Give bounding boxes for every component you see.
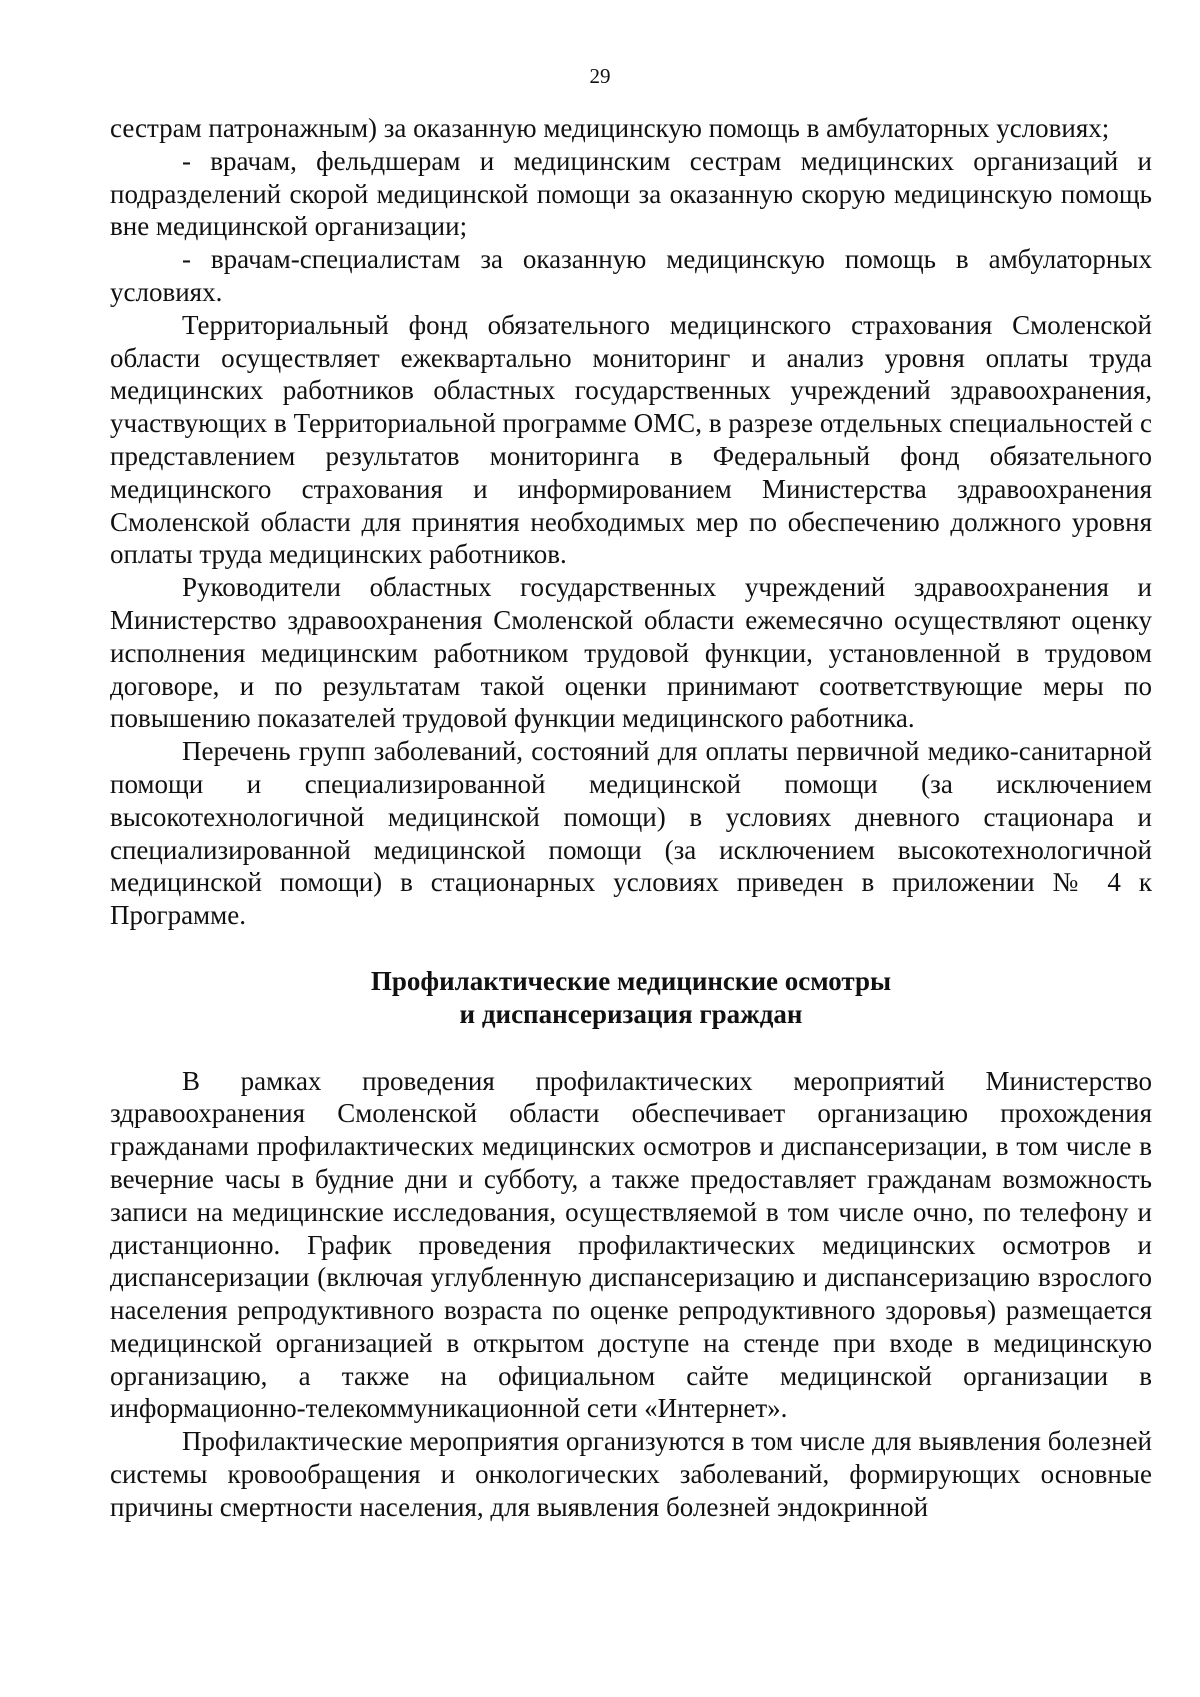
paragraph-disease-groups: Перечень групп заболеваний, состояний для оплаты первичной медико-санитарной помощи и специализированной медицинской помощи (за исключением высокотехнологичной медицинской помощи) в условиях дневного стационара и специализированной медицинской помощи (за исключением высокотехнологичной медицинской помощи) в стационарных условиях приведен в приложении № 4 к Программе.	[110, 736, 1152, 931]
section-heading-line-1: Профилактические медицинские осмотры	[370, 965, 892, 996]
page-number: 29	[589, 64, 611, 88]
paragraph-evaluation: Руководители областных государственных учреждений здравоохранения и Министерство здравоохранения Смоленской области ежемесячно осуществляют оценку исполнения медицинским работником трудовой функции, установленной в трудовом договоре, и по результатам такой оценки принимают соответствующие меры по повышению показателей трудовой функции медицинского работника.	[110, 572, 1152, 734]
paragraph-continuation: сестрам патронажным) за оказанную медицинскую помощь в амбулаторных условиях;	[110, 113, 1110, 143]
list-item-specialists: - врачам-специалистам за оказанную медицинскую помощь в амбулаторных условиях.	[110, 244, 1152, 307]
list-item-ambulance-staff: - врачам, фельдшерам и медицинским сестрам медицинских организаций и подразделений скорой медицинской помощи за оказанную скорую медицинскую помощь вне медицинской организации;	[110, 145, 1152, 242]
paragraph-preventive-exams: В рамках проведения профилактических мероприятий Министерство здравоохранения Смоленской области обеспечивает организацию прохождения гражданами профилактических медицинских осмотров и диспансеризации, в том числе в вечерние часы в будние дни и субботу, а также предоставляет гражданам возможность записи на медицинские исследования, осуществляемой в том числе очно, по телефону и дистанционно. График проведения профилактических медицинских осмотров и диспансеризации (включая углубленную диспансеризацию и диспансеризацию взрослого населения репродуктивного возраста по оценке репродуктивного здоровья) размещается медицинской организацией в открытом доступе на стенде при входе в медицинскую организацию, а также на официальном сайте медицинской организации в информационно-телекоммуникационной сети «Интернет».	[110, 1065, 1152, 1424]
section-heading-line-2: и диспансеризация граждан	[459, 998, 803, 1029]
paragraph-preventive-measures: Профилактические мероприятия организуются в том числе для выявления болезней системы кровообращения и онкологических заболеваний, формирующих основные причины смертности населения, для выявления болезней эндокринной	[110, 1426, 1152, 1522]
document-body	[110, 112, 1152, 1524]
paragraph-monitoring: Территориальный фонд обязательного медицинского страхования Смоленской области осуществляет ежеквартально мониторинг и анализ уровня оплаты труда медицинских работников областных государственных учреждений здравоохранения, участвующих в Территориальной программе ОМС, в разрезе отдельных специальностей с представлением результатов мониторинга в Федеральный фонд обязательного медицинского страхования и информированием Министерства здравоохранения Смоленской области для принятия необходимых мер по обеспечению должного уровня оплаты труда медицинских работников.	[110, 309, 1152, 570]
section-heading	[110, 965, 1152, 1031]
